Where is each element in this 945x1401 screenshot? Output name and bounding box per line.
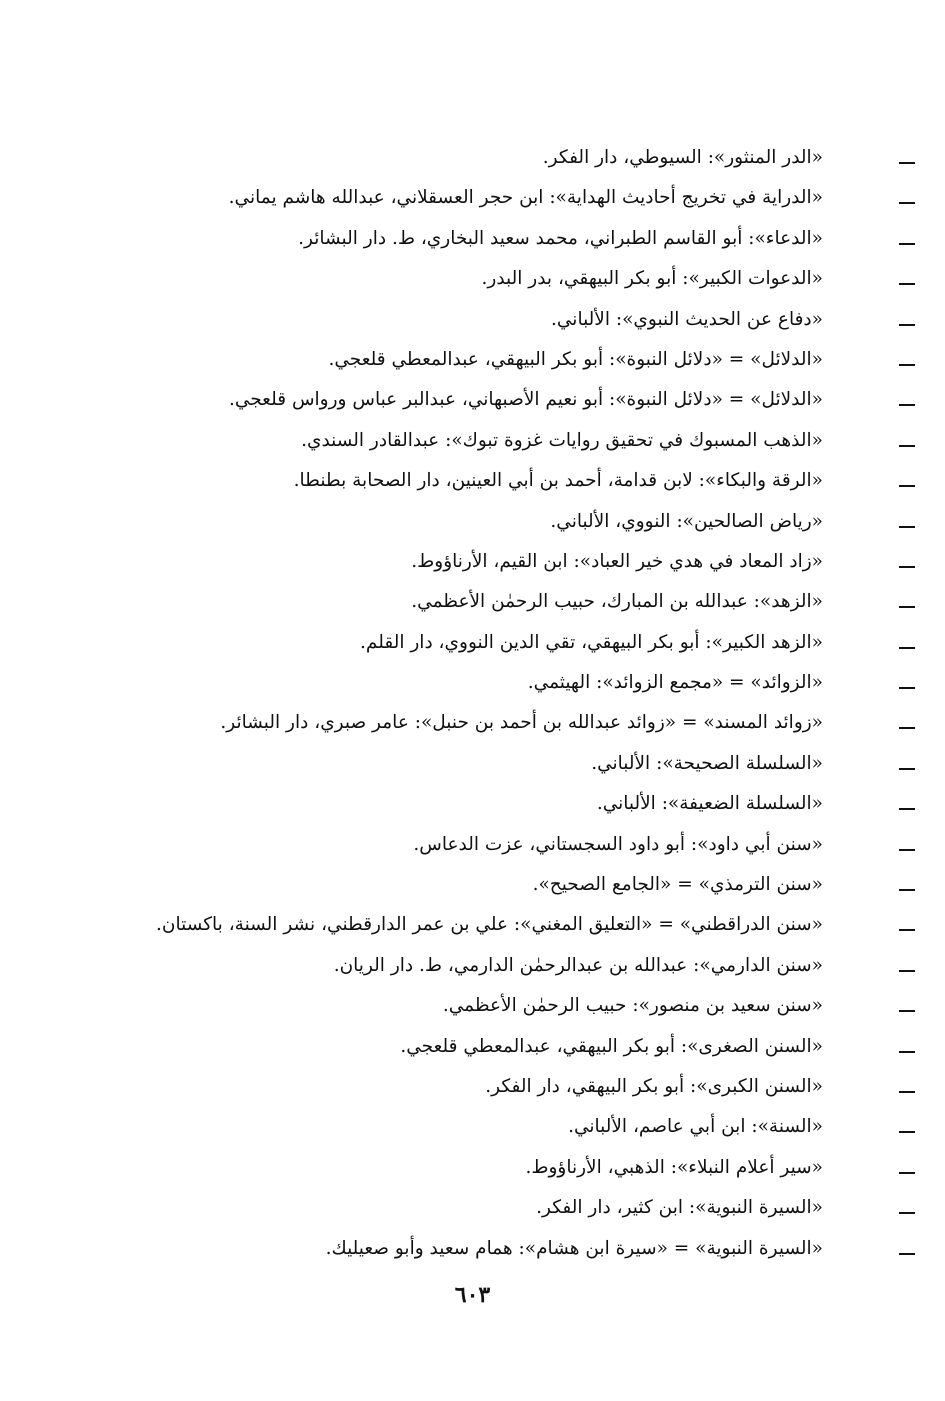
dash-bullet [899, 1067, 915, 1107]
bibliography-entry [85, 259, 845, 299]
dash-bullet [899, 986, 915, 1026]
dash-bullet [899, 300, 915, 340]
dash-bullet [899, 865, 915, 905]
dash-bullet [899, 1107, 915, 1147]
bibliography-entry [85, 946, 845, 986]
dash-bullet [899, 178, 915, 218]
entry-text: «زاد المعاد في هدي خير العباد»: ابن القيم، الأرناؤوط. [411, 550, 823, 572]
dash-bullet [899, 905, 915, 945]
dash-bullet [899, 219, 915, 259]
bibliography-entry [85, 1067, 845, 1107]
bibliography-entry [85, 703, 845, 743]
entry-text: «الدعاء»: أبو القاسم الطبراني، محمد سعيد البخاري، ط. دار البشائر. [298, 227, 823, 249]
bibliography-entry [85, 219, 845, 259]
bibliography-entry [85, 905, 845, 945]
bibliography-entry [85, 340, 845, 380]
entry-text: «سنن أبي داود»: أبو داود السجستاني، عزت الدعاس. [413, 833, 823, 855]
dash-bullet [899, 421, 915, 461]
bibliography-entry [85, 623, 845, 663]
dash-bullet [899, 744, 915, 784]
entry-text: «الزوائد» = «مجمع الزوائد»: الهيثمي. [527, 672, 823, 694]
entry-text: «الدر المنثور»: السيوطي، دار الفكر. [542, 147, 823, 168]
bibliography-entry [85, 582, 845, 622]
bibliography-entry [85, 1229, 845, 1269]
entry-text: «الدعوات الكبير»: أبو بكر البيهقي، بدر البدر. [481, 268, 823, 290]
bibliography-entry [85, 1148, 845, 1188]
bibliography-entry [85, 1188, 845, 1228]
dash-bullet [899, 825, 915, 865]
entry-text: «سنن سعيد بن منصور»: حبيب الرحمٰن الأعظمي. [442, 995, 823, 1017]
page-number: ٦٠٣ [454, 1282, 491, 1308]
dash-bullet [899, 784, 915, 824]
entry-text: «دفاع عن الحديث النبوي»: الألباني. [551, 308, 823, 330]
dash-bullet [899, 1027, 915, 1067]
bibliography-entry [85, 1107, 845, 1147]
bibliography-entry [85, 663, 845, 703]
dash-bullet [899, 663, 915, 703]
bibliography-entry [85, 1027, 845, 1067]
entry-text: «السيرة النبوية» = «سيرة ابن هشام»: همام سعيد وأبو صعيليك. [325, 1237, 823, 1259]
entry-text: «السنة»: ابن أبي عاصم، الألباني. [568, 1116, 823, 1138]
dash-bullet [899, 259, 915, 299]
entry-text: «الدلائل» = «دلائل النبوة»: أبو نعيم الأصبهاني، عبدالبر عباس ورواس قلعجي. [228, 389, 823, 411]
dash-bullet [899, 542, 915, 582]
dash-bullet [899, 1188, 915, 1228]
bibliography-entry [85, 178, 845, 218]
entry-text: «الدلائل» = «دلائل النبوة»: أبو بكر البيهقي، عبدالمعطي قلعجي. [328, 348, 823, 370]
bibliography-entry [85, 784, 845, 824]
entry-text: «السلسلة الضعيفة»: الألباني. [596, 793, 823, 815]
dash-bullet [899, 1229, 915, 1269]
entry-text: «رياض الصالحين»: النووي، الألباني. [550, 510, 823, 532]
entry-text: «سير أعلام النبلاء»: الذهبي، الأرناؤوط. [525, 1156, 823, 1178]
bibliography-entry [85, 502, 845, 542]
bibliography-entry [85, 986, 845, 1026]
bibliography-entry [85, 138, 845, 178]
dash-bullet [899, 502, 915, 542]
dash-bullet [899, 623, 915, 663]
dash-bullet [899, 461, 915, 501]
dash-bullet [899, 582, 915, 622]
entry-text: «زوائد المسند» = «زوائد عبدالله بن أحمد بن حنبل»: عامر صبري، دار البشائر. [220, 712, 823, 734]
dash-bullet [899, 946, 915, 986]
entry-text: «الدراية في تخريج أحاديث الهداية»: ابن حجر العسقلاني، عبدالله هاشم يماني. [228, 187, 823, 209]
entry-text: «سنن الدراقطني» = «التعليق المغني»: علي بن عمر الدارقطني، نشر السنة، باكستان. [156, 914, 823, 936]
bibliography-entry [85, 542, 845, 582]
bibliography-entry [85, 300, 845, 340]
bibliography-entry [85, 744, 845, 784]
dash-bullet [899, 340, 915, 380]
bibliography-entry [85, 825, 845, 865]
entry-text: «السلسلة الصحيحة»: الألباني. [591, 752, 823, 774]
bibliography-entry [85, 461, 845, 501]
entry-text: «سنن الترمذي» = «الجامع الصحيح». [532, 874, 823, 896]
dash-bullet [899, 380, 915, 420]
dash-bullet [899, 703, 915, 743]
entry-text: «السيرة النبوية»: ابن كثير، دار الفكر. [536, 1197, 823, 1219]
entry-text: «سنن الدارمي»: عبدالله بن عبدالرحمٰن الدارمي، ط. دار الريان. [333, 954, 823, 976]
dash-bullet [899, 1148, 915, 1188]
bibliography-list [85, 138, 845, 1269]
entry-text: «السنن الصغرى»: أبو بكر البيهقي، عبدالمعطي قلعجي. [400, 1035, 823, 1057]
entry-text: «السنن الكبرى»: أبو بكر البيهقي، دار الفكر. [485, 1075, 823, 1097]
entry-text: «الرقة والبكاء»: لابن قدامة، أحمد بن أبي العينين، دار الصحابة بطنطا. [293, 470, 823, 492]
dash-bullet [899, 138, 915, 178]
bibliography-entry [85, 421, 845, 461]
entry-text: «الزهد»: عبدالله بن المبارك، حبيب الرحمٰن الأعظمي. [411, 591, 823, 613]
bibliography-entry [85, 380, 845, 420]
entry-text: «الذهب المسبوك في تحقيق روايات غزوة تبوك»: عبدالقادر السندي. [301, 429, 823, 451]
bibliography-entry [85, 865, 845, 905]
entry-text: «الزهد الكبير»: أبو بكر البيهقي، تقي الدين النووي، دار القلم. [360, 631, 823, 653]
